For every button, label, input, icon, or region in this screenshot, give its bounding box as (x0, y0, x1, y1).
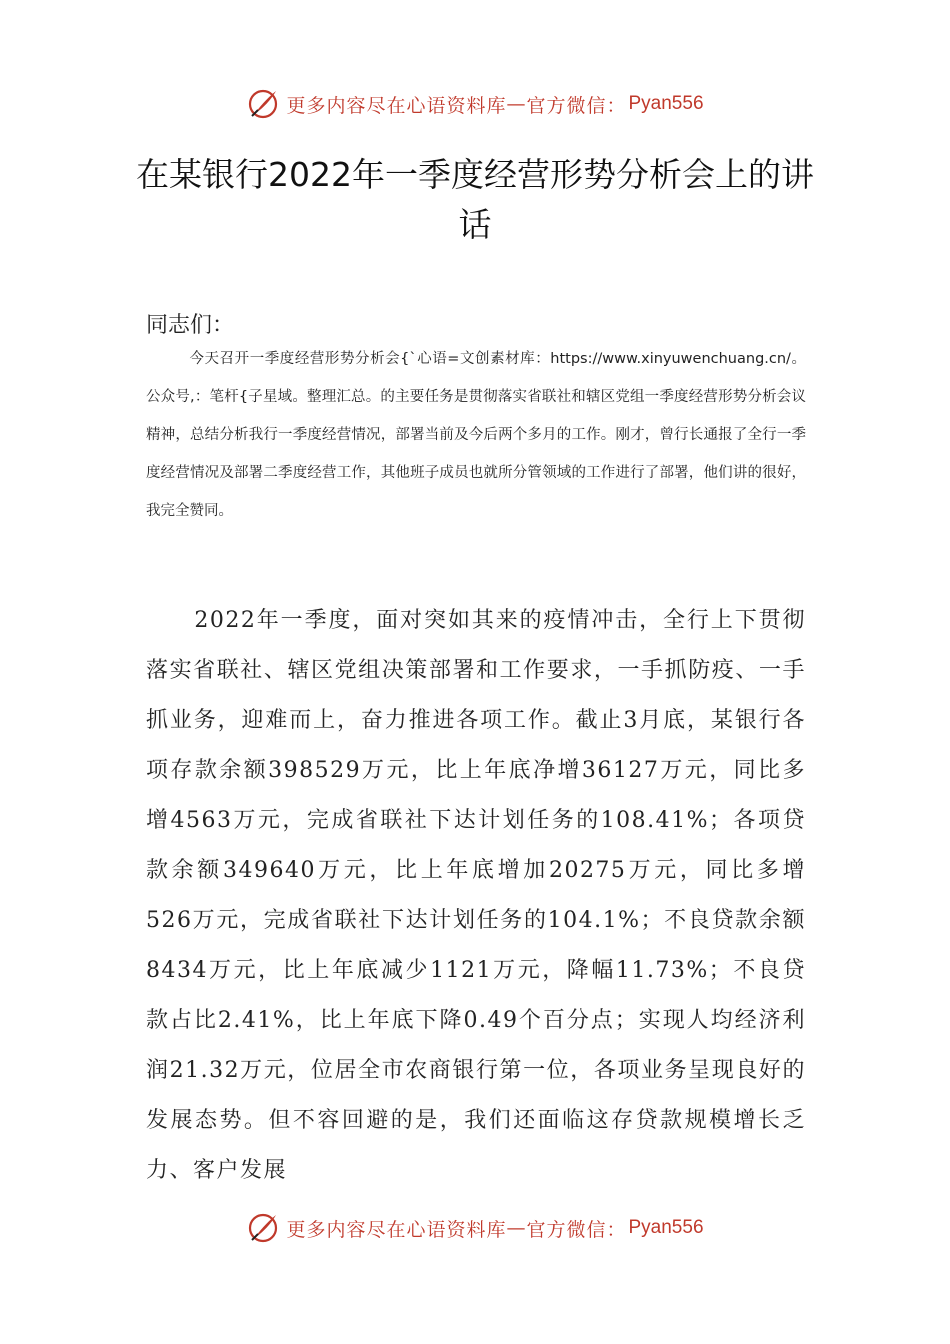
footer-banner (0, 1206, 950, 1250)
banner-text: 更多内容尽在心语资料库 (286, 94, 507, 117)
banner-dash: — (506, 93, 527, 115)
page-title: 在某银行2022年一季度经营形势分析会上的讲话 (136, 155, 814, 244)
banner-dash: — (506, 1217, 527, 1239)
intro-paragraph: 今天召开一季度经营形势分析会{`心语=文创素材库：https://www.xinyuwenchuang.cn/。公众号,：笔杆{子星域。整理汇总。的主要任务是贯彻落实省联社和辖区党组一季度经营形势分析会议精神，总结分析我行一季度经营情况，部署当前及今后两个多月的工作。刚才，曾行长通报了全行一季度经营情况及部署二季度经营工作，其他班子成员也就所分管领域的工作进行了部署，他们讲的很好，我完全赞同。 (146, 351, 806, 519)
banner-wechat-label: 官方微信： (526, 94, 627, 117)
quill-logo-icon (246, 87, 280, 121)
banner-text: 更多内容尽在心语资料库 (286, 1218, 507, 1241)
banner-wechat-id: Pyan556 (628, 1217, 704, 1238)
banner-wechat-id: Pyan556 (628, 93, 704, 114)
banner-wechat-label: 官方微信： (526, 1218, 627, 1241)
quill-logo-icon (246, 1211, 280, 1245)
body-paragraph: 2022年一季度，面对突如其来的疫情冲击，全行上下贯彻落实省联社、辖区党组决策部署和工作要求，一手抓防疫、一手抓业务，迎难而上，奋力推进各项工作。截止3月底，某银行各项存款余额398529万元，比上年底净增36127万元，同比多增4563万元，完成省联社下达计划任务的108.41%；各项贷款余额349640万元，比上年底增加20275万元，同比多增526万元，完成省联社下达计划任务的104.1%；不良贷款余额8434万元，比上年底减少1121万元，降幅11.73%；不良贷款占比2.41%，比上年底下降0.49个百分点；实现人均经济利润21.32万元，位居全市农商银行第一位，各项业务呈现良好的发展态势。但不容回避的是，我们还面临这存贷款规模增长乏力、客户发展 (146, 608, 806, 1183)
header-banner (0, 82, 950, 126)
salutation: 同志们： (146, 313, 235, 338)
